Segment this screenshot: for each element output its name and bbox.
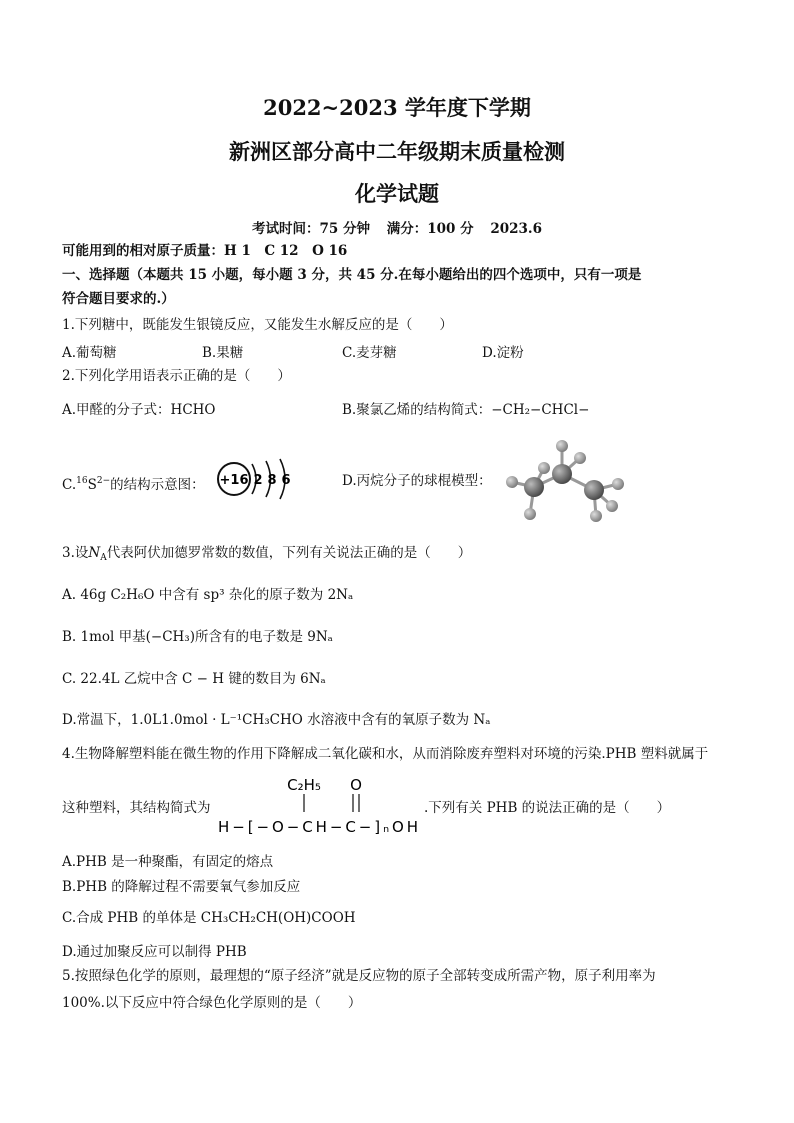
exam-date: 2023.6 [490,221,542,237]
exam-meta [0,217,794,237]
q4-option-a: A.PHB 是一种聚酯，有固定的熔点 [62,854,274,870]
q3-option-b: B. 1mol 甲基(−CH₃)所含有的电子数是 9Nₐ [62,629,333,645]
q1-option-b: B.果糖 [202,345,244,361]
exam-year-title: 2022~2023 学年度下学期 [263,95,531,120]
nucleus-label: +16 [219,473,249,488]
shell-count: 8 [267,473,277,488]
q4-stem-line2b: .下列有关 PHB 的说法正确的是（ ） [424,800,671,816]
q3-option-a: A. 46g C₂H₆O 中含有 sp³ 杂化的原子数为 2Nₐ [62,587,354,603]
q2-options-row1 [62,398,742,418]
q2-option-a: A.甲醛的分子式：HCHO [62,402,216,418]
q2-option-b: B.聚氯乙烯的结构简式：−CH₂−CHCl− [342,402,590,418]
q4-stem-line2a: 这种塑料，其结构简式为 [62,800,211,816]
q3-option-c: C. 22.4L 乙烷中含 C − H 键的数目为 6Nₐ [62,671,326,687]
hydrogen-atom [590,510,602,522]
q1-options [62,341,742,361]
hydrogen-atom [556,440,568,452]
propane-ball-and-stick-model [500,432,632,526]
q3-option-d: D.常温下，1.0L1.0mol · L⁻¹CH₃CHO 水溶液中含有的氧原子数为 Nₐ [62,712,491,728]
hydrogen-atom [506,476,518,488]
q2-option-c: $C.^{16}S^{2-}$的结构示意图： [62,476,205,493]
carbon-atom [584,480,604,500]
hydrogen-atom [574,452,586,464]
q5-stem-line2: 100%.以下反应中符合绿色化学原则的是（ ） [62,995,362,1011]
q1-option-a: A.葡萄糖 [62,345,117,361]
q2-stem: 2.下列化学用语表示正确的是（ ） [62,368,291,384]
carbon-atom [552,464,572,484]
phb-structural-formula [214,772,424,838]
q4-stem-line1: 4.生物降解塑料能在微生物的作用下降解成二氧化碳和水，从而消除废弃塑料对环境的污染.PHB 塑料就属于 [62,746,709,762]
q3-stem: 3.设$N_A$代表阿伏加德罗常数的数值，下列有关说法正确的是（ ） [62,545,472,563]
section-heading-1: 一、选择题（本题共 15 小题，每小题 3 分，共 45 分.在每小题给出的四个选项中，只有一项是 [62,267,642,283]
exam-school-title: 新洲区部分高中二年级期末质量检测 [229,139,565,164]
atomic-masses: 可能用到的相对原子质量：H 1 C 12 O 16 [62,243,348,259]
q5-stem-line1: 5.按照绿色化学的原则，最理想的“原子经济”就是反应物的原子全部转变成所需产物，原子利用率为 [62,968,656,984]
q1-option-d: D.淀粉 [482,345,524,361]
q4-option-d: D.通过加聚反应可以制得 PHB [62,944,247,960]
ethyl-group-label: C₂H₅ [287,776,321,794]
q1-stem: 1.下列糖中，既能发生银镜反应，又能发生水解反应的是（ ） [62,317,453,333]
shell-count: 2 [253,473,263,488]
q2-option-d: D.丙烷分子的球棍模型： [342,473,492,489]
exam-score: 满分：100 分 [386,221,474,237]
sulfide-ion-structure-diagram [214,456,304,502]
carbon-atom [524,477,544,497]
exam-subject-title: 化学试题 [355,181,439,206]
hydrogen-atom [606,500,618,512]
hydrogen-atom [538,462,550,474]
q4-option-b: B.PHB 的降解过程不需要氧气参加反应 [62,879,301,895]
section-heading-2: 符合题目要求的.） [62,291,175,307]
shell-count: 6 [281,473,291,488]
phb-backbone: H−[−O−CH−C−]ₙOH [218,818,418,836]
hydrogen-atom [524,508,536,520]
hydrogen-atom [612,478,624,490]
exam-time: 考试时间：75 分钟 [252,221,371,237]
q1-option-c: C.麦芽糖 [342,345,397,361]
q4-option-c: C.合成 PHB 的单体是 CH₃CH₂CH(OH)COOH [62,910,356,926]
carbonyl-oxygen-label: O [350,776,362,794]
